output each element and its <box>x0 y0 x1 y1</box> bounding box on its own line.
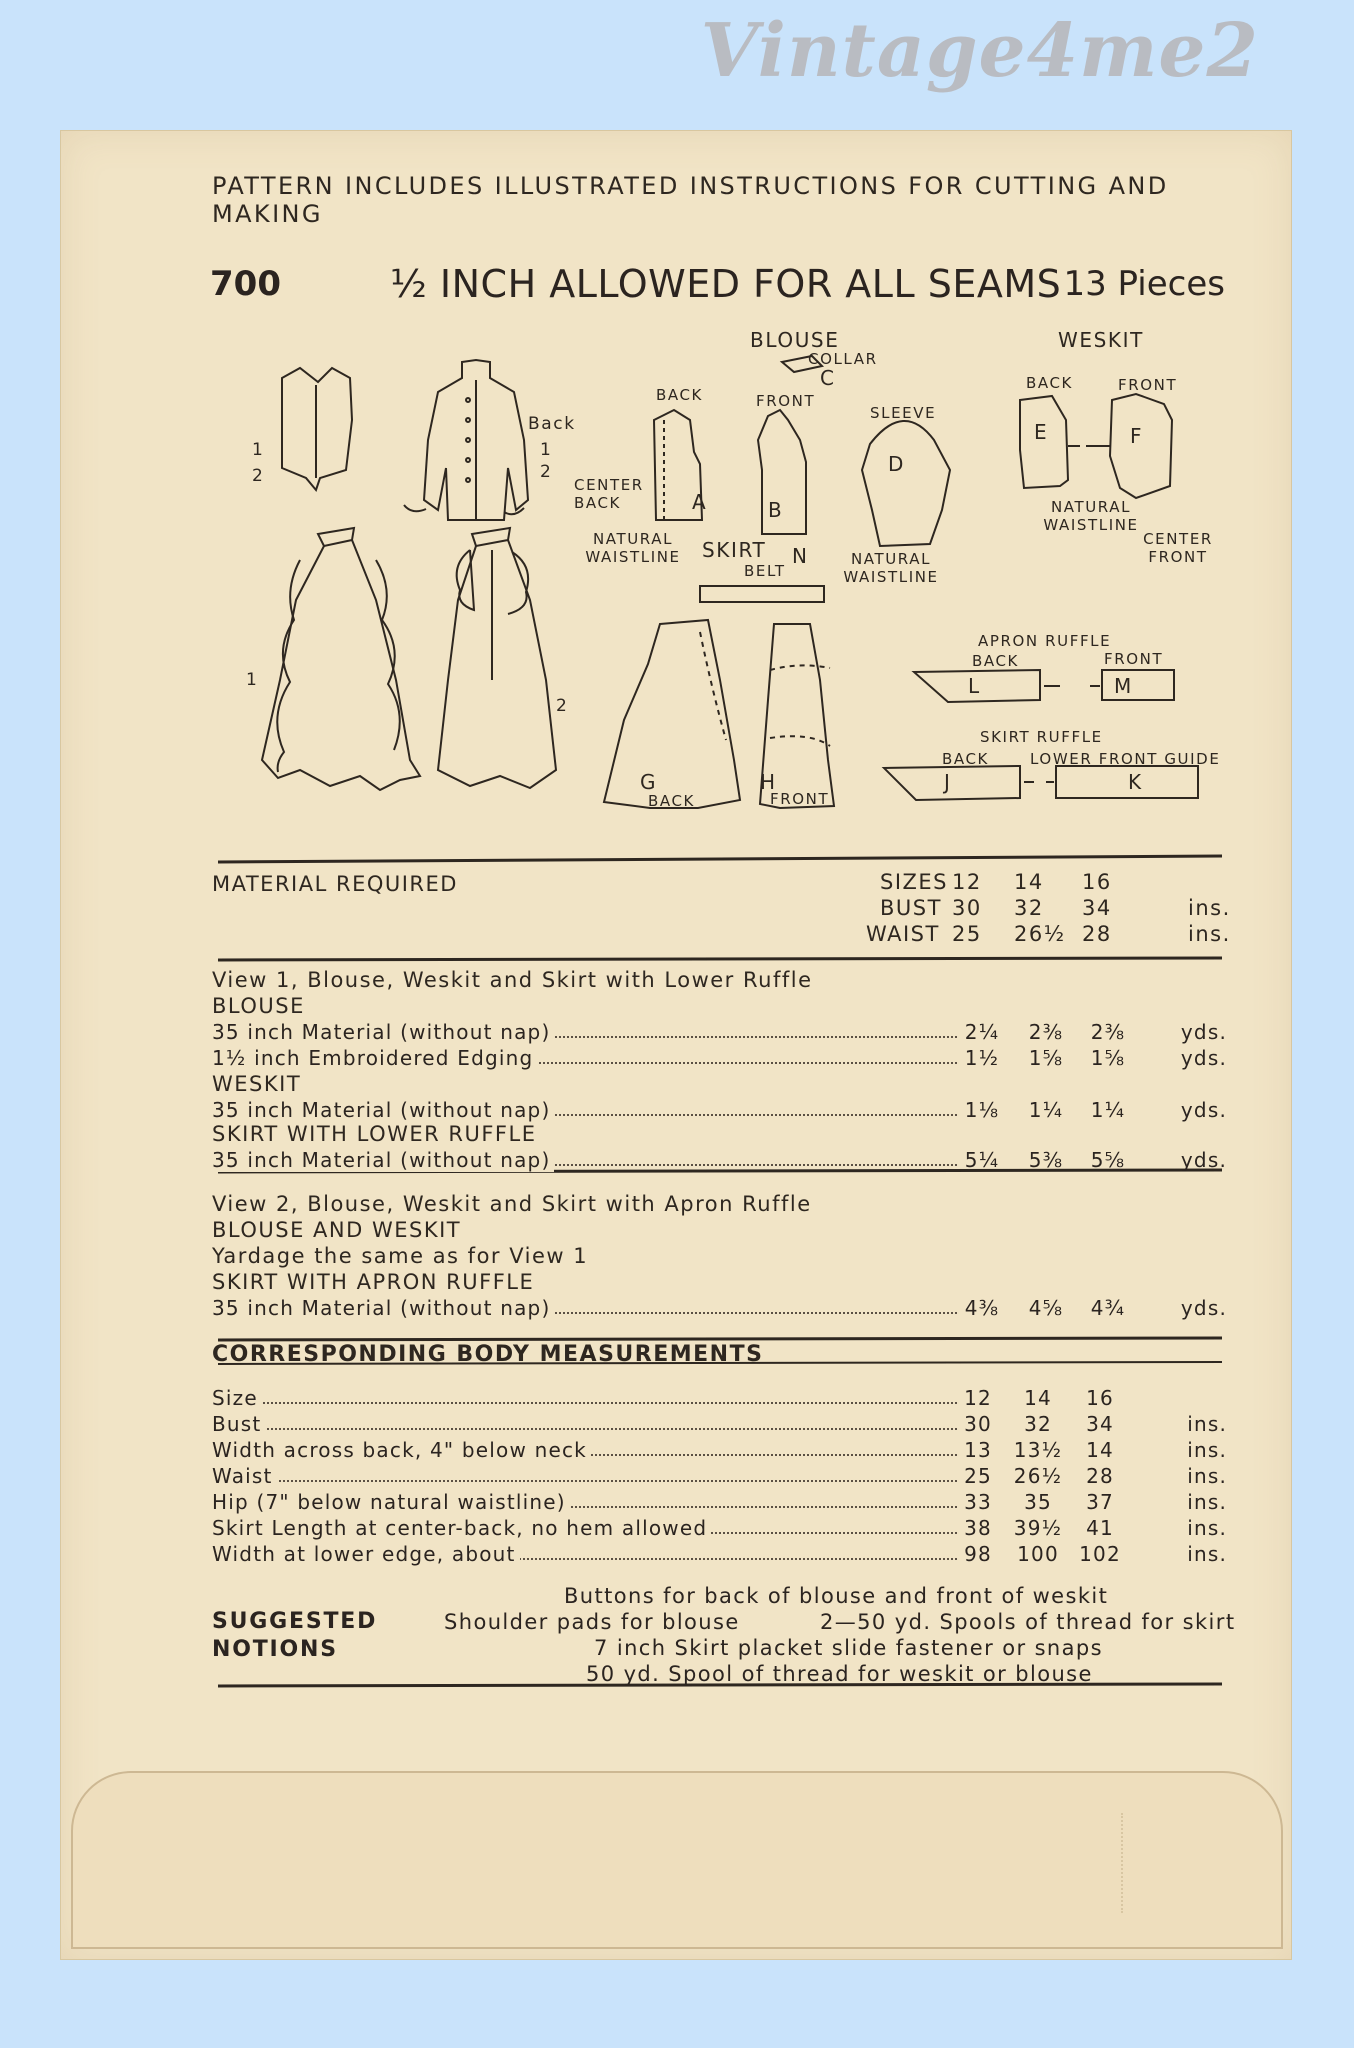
label-weskit-waistline: NATURAL WAISTLINE <box>1043 498 1139 534</box>
skirt-view-2-sketch <box>438 528 556 788</box>
label-weskit-back: BACK <box>1026 374 1073 392</box>
blouse-sketch <box>404 360 528 520</box>
letter-d: D <box>888 452 906 476</box>
label-skirt-back: BACK <box>648 792 695 810</box>
letter-e: E <box>1034 420 1049 444</box>
weskit-sketch <box>282 368 352 490</box>
label-skirt-front: FRONT <box>770 790 830 808</box>
size-14: 14 <box>1014 870 1044 894</box>
weskit-front-piece-F <box>1068 394 1172 498</box>
bust-label: BUST <box>880 896 942 920</box>
watermark: Vintage4me2 <box>700 8 1259 94</box>
label-weskit: WESKIT <box>1058 328 1144 352</box>
body-row-size: Size 12 14 16 <box>212 1386 1114 1410</box>
sleeve-piece-D <box>862 421 950 546</box>
letter-b: B <box>768 498 784 522</box>
view-num-1c: 1 <box>246 670 259 690</box>
letter-n: N <box>792 544 809 568</box>
label-natural-waistline-right: NATURAL WAISTLINE <box>843 550 939 586</box>
notion-thread-weskit: 50 yd. Spool of thread for weskit or blouse <box>586 1662 1093 1686</box>
belt-piece-N <box>700 586 824 602</box>
letter-f: F <box>1130 424 1144 448</box>
label-sleeve: SLEEVE <box>870 404 937 422</box>
body-row-hip: Hip (7" below natural waistline) 33 35 37 ins. <box>212 1490 1227 1514</box>
bust-unit: ins. <box>1188 896 1231 920</box>
material-required-title: MATERIAL REQUIRED <box>212 872 458 896</box>
label-apron-front: FRONT <box>1104 650 1164 668</box>
label-belt: BELT <box>744 562 786 580</box>
view2-title: View 2, Blouse, Weskit and Skirt with Apron Ruffle <box>212 1192 812 1216</box>
letter-j: J <box>944 770 952 794</box>
bust-34: 34 <box>1082 896 1112 920</box>
waist-28: 28 <box>1082 922 1112 946</box>
view-num-2b: 2 <box>540 462 553 482</box>
body-row-bust: Bust 30 32 34 ins. <box>212 1412 1227 1436</box>
label-apron-back: BACK <box>972 652 1019 670</box>
view2-blouse-weskit: BLOUSE AND WESKIT <box>212 1218 462 1242</box>
apron-ruffle-pieces <box>914 670 1174 702</box>
view1-weskit-material: 35 inch Material (without nap) 1⅛ 1¼ 1¼ yds. <box>212 1098 1227 1122</box>
view1-title: View 1, Blouse, Weskit and Skirt with Lower Ruffle <box>212 968 813 992</box>
notion-thread-skirt: 2—50 yd. Spools of thread for skirt <box>820 1610 1236 1634</box>
label-blouse: BLOUSE <box>750 328 840 352</box>
letter-c: C <box>820 366 836 390</box>
waist-label: WAIST <box>866 922 940 946</box>
notion-buttons: Buttons for back of blouse and front of weskit <box>564 1584 1109 1608</box>
size-16: 16 <box>1082 870 1112 894</box>
body-row-lower-edge: Width at lower edge, about 98 100 102 ins. <box>212 1542 1227 1566</box>
body-row-back-width: Width across back, 4" below neck 13 13½ 14 ins. <box>212 1438 1227 1462</box>
letter-g: G <box>640 770 658 794</box>
notion-fastener: 7 inch Skirt placket slide fastener or snaps <box>594 1636 1103 1660</box>
skirt-ruffle-pieces <box>884 766 1198 800</box>
skirt-view-1-sketch <box>262 528 420 790</box>
view2-skirt: SKIRT WITH APRON RUFFLE <box>212 1270 535 1294</box>
body-row-skirt-length: Skirt Length at center-back, no hem allowed 38 39½ 41 ins. <box>212 1516 1227 1540</box>
view1-skirt: SKIRT WITH LOWER RUFFLE <box>212 1122 537 1146</box>
label-ruffle-back: BACK <box>942 750 989 768</box>
pattern-number: 700 <box>210 264 281 304</box>
label-center-front: CENTER FRONT <box>1143 530 1213 566</box>
letter-m: M <box>1114 674 1133 698</box>
skirt-back-piece-G <box>604 620 740 808</box>
waist-unit: ins. <box>1188 922 1231 946</box>
suggested-notions-title: SUGGESTED NOTIONS <box>212 1609 378 1662</box>
view-num-1a: 1 <box>252 440 265 460</box>
size-12: 12 <box>952 870 982 894</box>
seam-allowance: ½ INCH ALLOWED FOR ALL SEAMS <box>390 262 1062 306</box>
label-skirt: SKIRT <box>702 538 767 562</box>
view1-edging: 1½ inch Embroidered Edging 1½ 1⅝ 1⅝ yds. <box>212 1046 1227 1070</box>
label-blouse-front: FRONT <box>756 392 816 410</box>
view1-blouse-material: 35 inch Material (without nap) 2¼ 2⅜ 2⅜ yds. <box>212 1020 1227 1044</box>
instructions-note: PATTERN INCLUDES ILLUSTRATED INSTRUCTIONS FOR CUTTING AND MAKING <box>212 172 1169 228</box>
bust-32: 32 <box>1014 896 1044 920</box>
letter-k: K <box>1128 770 1143 794</box>
pieces-count: 13 Pieces <box>1063 264 1225 304</box>
waist-26-half: 26½ <box>1014 922 1066 946</box>
view2-skirt-material: 35 inch Material (without nap) 4⅜ 4⅝ 4¾ yds. <box>212 1296 1227 1320</box>
letter-h: H <box>760 770 777 794</box>
view-num-2a: 2 <box>252 466 265 486</box>
sizes-label: SIZES <box>880 870 949 894</box>
view1-blouse: BLOUSE <box>212 994 305 1018</box>
label-weskit-front: FRONT <box>1118 376 1178 394</box>
label-lower-front-guide: LOWER FRONT GUIDE <box>1030 750 1221 768</box>
label-back-view: Back <box>528 414 576 434</box>
body-measurements-title: CORRESPONDING BODY MEASUREMENTS <box>212 1342 764 1367</box>
view1-skirt-material: 35 inch Material (without nap) 5¼ 5⅜ 5⅝ yds. <box>212 1148 1227 1172</box>
bust-30: 30 <box>952 896 982 920</box>
label-blouse-back: BACK <box>656 386 703 404</box>
notion-shoulder-pads: Shoulder pads for blouse <box>444 1610 740 1634</box>
view1-weskit: WESKIT <box>212 1072 302 1096</box>
waist-25: 25 <box>952 922 982 946</box>
label-skirt-ruffle: SKIRT RUFFLE <box>980 728 1103 746</box>
letter-l: L <box>968 674 981 698</box>
view-num-1b: 1 <box>540 440 553 460</box>
label-collar: COLLAR <box>808 350 878 368</box>
label-natural-waistline-left: NATURAL WAISTLINE <box>585 530 681 566</box>
label-center-back: CENTER BACK <box>574 476 644 512</box>
body-row-waist: Waist 25 26½ 28 ins. <box>212 1464 1227 1488</box>
label-apron-ruffle: APRON RUFFLE <box>978 632 1112 650</box>
view2-same-note: Yardage the same as for View 1 <box>212 1244 589 1268</box>
letter-a: A <box>692 490 708 514</box>
view-num-2c: 2 <box>556 696 569 716</box>
